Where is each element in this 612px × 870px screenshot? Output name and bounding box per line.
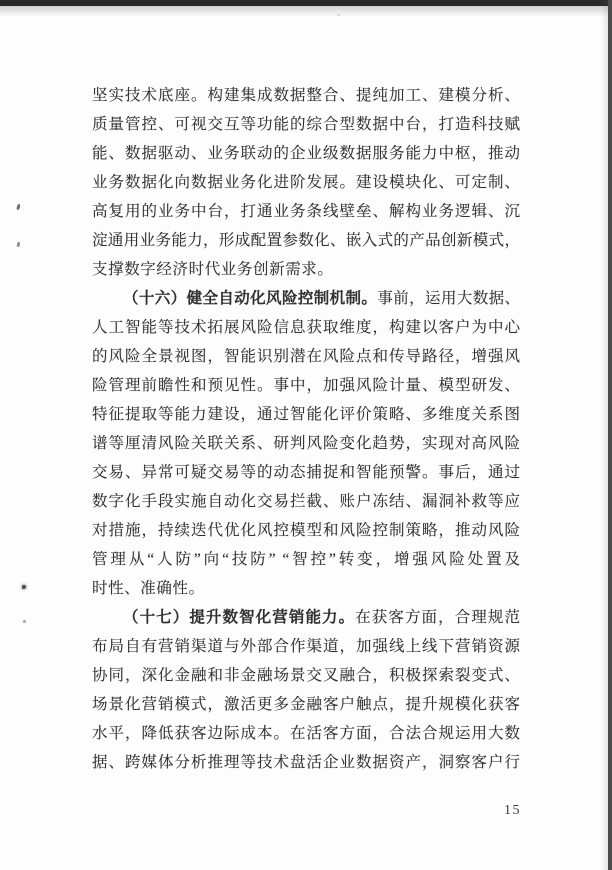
text-line: 人工智能等技术拓展风险信息获取维度，构建以客户为中心 — [92, 319, 520, 336]
text-line — [92, 284, 520, 313]
text-line: 险管理前瞻性和预见性。事中，加强风险计量、模型研发、 — [92, 377, 520, 394]
scan-edge-top-shadow — [0, 6, 612, 17]
text-line: 的风险全景视图，智能识别潜在风险点和传导路径，增强风 — [92, 348, 520, 365]
text-line: 高复用的业务中台，打通业务条线壁垒、解构业务逻辑、沉 — [92, 203, 520, 220]
text-line: 业务数据化向数据业务化进阶发展。建设模块化、可定制、 — [92, 174, 520, 191]
text-line: 管理从“人防”向“技防” “智控”转变，增强风险处置及 — [92, 551, 520, 568]
text-line: 支撑数字经济时代业务创新需求。 — [92, 261, 334, 278]
scan-artifact — [23, 620, 26, 623]
scan-edge-right — [608, 0, 612, 870]
scan-artifact — [22, 585, 26, 589]
text-line: 特征提取等能力建设，通过智能化评价策略、多维度关系图 — [92, 406, 520, 423]
text-line — [92, 603, 520, 632]
section-heading: （十六）健全自动化风险控制机制。 — [123, 290, 378, 307]
text-line: 时性、准确性。 — [92, 580, 205, 597]
scan-artifact — [16, 204, 20, 211]
text-line: 据、跨媒体分析推理等技术盘活企业数据资产，洞察客户行 — [92, 754, 520, 771]
text-line: 谱等厘清风险关联关系、研判风险变化趋势，实现对高风险 — [92, 435, 520, 452]
text-line: 淀通用业务能力，形成配置参数化、嵌入式的产品创新模式， — [92, 232, 520, 249]
text-segment: 事前，运用大数据、 — [377, 290, 520, 307]
text-line: 水平，降低获客边际成本。在活客方面，合法合规运用大数 — [92, 725, 520, 742]
text-line: 对措施，持续迭代优化风控模型和风险控制策略，推动风险 — [92, 522, 520, 539]
text-line: 交易、异常可疑交易等的动态捕捉和智能预警。事后，通过 — [92, 464, 520, 481]
text-segment: 在获客方面，合理规范 — [355, 609, 520, 626]
text-line: 数字化手段实施自动化交易拦截、账户冻结、漏洞补救等应 — [92, 493, 520, 510]
scan-edge-right-shadow — [601, 0, 608, 870]
document-body — [92, 81, 520, 777]
text-line: 质量管控、可视交互等功能的综合型数据中台，打造科技赋 — [92, 116, 520, 133]
page-number: 15 — [504, 803, 521, 818]
text-line: 协同，深化金融和非金融场景交叉融合，积极探索裂变式、 — [92, 667, 520, 684]
scan-artifact — [17, 242, 21, 247]
text-line: 能、数据驱动、业务联动的企业级数据服务能力中枢，推动 — [92, 145, 520, 162]
section-heading: （十七）提升数智化营销能力。 — [123, 609, 356, 626]
text-line: 布局自有营销渠道与外部合作渠道，加强线上线下营销资源 — [92, 638, 520, 655]
text-line: 坚实技术底座。构建集成数据整合、提纯加工、建模分析、 — [92, 87, 520, 104]
text-line: 场景化营销模式，激活更多金融客户触点，提升规模化获客 — [92, 696, 520, 713]
scan-artifact — [337, 14, 340, 16]
